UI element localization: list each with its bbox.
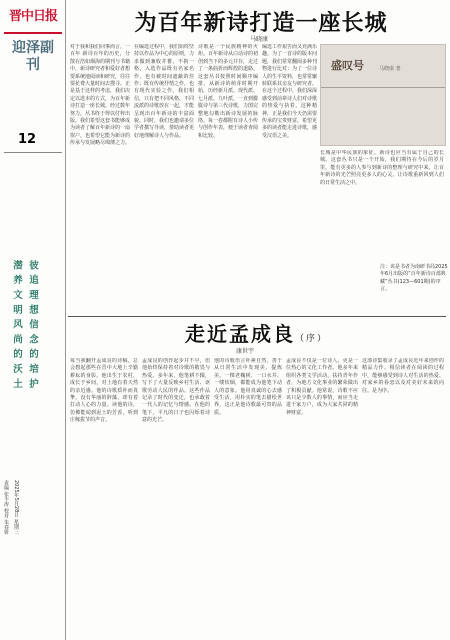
sidebar-divider [4, 152, 62, 153]
book-cover-image [320, 44, 446, 146]
cover-subtitle: 马晓康 著 [379, 66, 401, 72]
article2-title-suffix: （序） [295, 334, 329, 344]
article-divider [68, 316, 446, 317]
article1-title: 为百年新诗打造一座长城 [134, 10, 388, 36]
article2-author: 康世宇 [236, 348, 255, 355]
side-quote-line-1: 彼 追 理 想 信 念 的 培 护 [27, 260, 38, 389]
editors-credit: 责编 张丰涛 校对 朱春妍 [3, 480, 9, 535]
page-number: 12 [18, 132, 37, 147]
article1-column-3: 诗歌是一个民族精神的火炬。百年新诗从白话诗的初创到当下的多元并存，走过了一条曲折而辉煌的道路。这套丛书按照时间顺序编排，从新诗的萌芽时期开始，历经新月派、现代派、七月派、九叶派，一直到朦胧诗与第三代诗歌，力图完整地勾勒出新诗发展的脉络。每一卷都附有诗人小传与创作年表，便于读者查阅和比较。 [198, 44, 258, 139]
article2-title [185, 318, 328, 347]
article2-column-2: 孟成良的创作起步并不早，但他始终保持着对诗歌的敬畏与热爱。多年来，他笔耕不辍，写下了大量反映乡村生活、讴歌劳动人民的作品。这些作品记录了时代的变迁，也承载着一代人的记忆与情感。在他的笔下，平凡的日子也闪烁着诗意的光芒。 [142, 358, 210, 424]
cover-band [321, 87, 445, 88]
masthead-divider [4, 32, 62, 34]
article2-title-main: 走近孟成良 [185, 322, 295, 346]
article1-column-1: 对于我和我们同事而言，一百年 新诗百年的历史，分散在浩如烟海的期刊与书籍中，新诗研究者和爱好者想要系统地阅读和研究，往往要花费大量时间去搜寻。正是基于这样的考虑，我们决定以选本的方式，为百年新诗打造一座长城。经过数年努力，丛书终于得以付梓出版。我们希望这套书能够成为读者了解百年新诗的一扇窗户，也希望它能为新诗的传承与发展略尽绵薄之力。 [70, 44, 130, 147]
section-title: 迎泽副刊 [12, 40, 54, 73]
article2-column-3: 他的诗歌语言朴素自然，善于从日常生活中发现美、提炼美。一棵老槐树、一口水井、一缕炊烟，都能成为他笔下动人的意象。他用真诚的心去感受生活，用朴实的笔去描绘世界，这正是他诗歌最可贵的品质。 [214, 358, 282, 416]
sidebar-rule [65, 0, 66, 640]
article1-column-2: 在编选过程中，我们始终坚持以作品为中心的原则，力求做到兼收并蓄、不拘一格。入选作品既有名家名作，也有被时间遮蔽的佳作；既有传统抒情之作，也有现代实验之作。我们相信，只有把不同风格、不同流派的诗歌放在一起，才能呈现出百年新诗的丰富面貌。同时，我们也邀请多位学者撰写导读，帮助读者更好地理解诗人与作品。 [134, 44, 194, 139]
article2-column-4: 孟成良不仅是一位诗人，更是一位热心的文化工作者。他多年来组织各类文学活动，扶持青年作者，为地方文化事业的繁荣做出了积极贡献。他常说，诗歌不应该只是少数人的事情，而应当走进千家万户，成为大家共同的精神财富。 [286, 358, 358, 416]
article1-author: 马晓康 [250, 36, 269, 43]
page-sidebar [0, 0, 64, 640]
side-quote-line-2: 潜 养 文 明 风 尚 的 沃 土 [11, 260, 22, 389]
newspaper-masthead: 晋中日报 [8, 9, 57, 24]
article1-column-5: 长城是中华民族的象征，新诗也应当有属于自己的长城。这套丛书只是一个开始，我们期待在今后的岁月里，能有更多的人参与到新诗的整理与研究中来，让百年新诗的光芒照亮更多人的心灵，让诗歌重新回到人们的日常生活之中。 [320, 150, 444, 186]
article2-column-1: 每当我翻开孟成良的诗稿，总会想起那些在晋中大地上辛勤耕耘的身影。他出生于农村，成长于乡间，对土地有着天然的亲近感。他的诗歌质朴而真挚，没有华丽的辞藻，却有着打动人心的力量。读他的诗，仿佛能闻到泥土的芳香，听到庄稼拔节的声音。 [70, 358, 138, 424]
side-quote [8, 260, 40, 389]
article2-column-5: 这部诗集收录了孟成良近年来创作的精品力作。相信读者在阅读的过程中，能够感受到诗人对生活的热爱、对家乡的眷恋以及对美好未来的向往。是为序。 [362, 358, 444, 394]
issue-date: 2025年5月28日 星期三 [13, 480, 19, 534]
image-caption: 注：该是书者为南研书局2025年6月出版的“百年新诗百部典藏”丛书(123—601期)的序言。 [380, 264, 448, 293]
cover-title: 盛叹号 [331, 59, 364, 72]
article1-column-4: 编选工作艰苦而又充满乐趣。为了一首诗的版本问题，我们常常翻阅多种刊物进行比对；为了一位诗人的生平资料，也常常辗转联系其亲友与研究者。在这个过程中，我们深深感受到前辈诗人们对诗歌的热爱与执着。这种精神，正是我们今天仍需要传承的宝贵财富。希望更多的读者能走进诗歌，感受汉语之美。 [262, 44, 317, 139]
